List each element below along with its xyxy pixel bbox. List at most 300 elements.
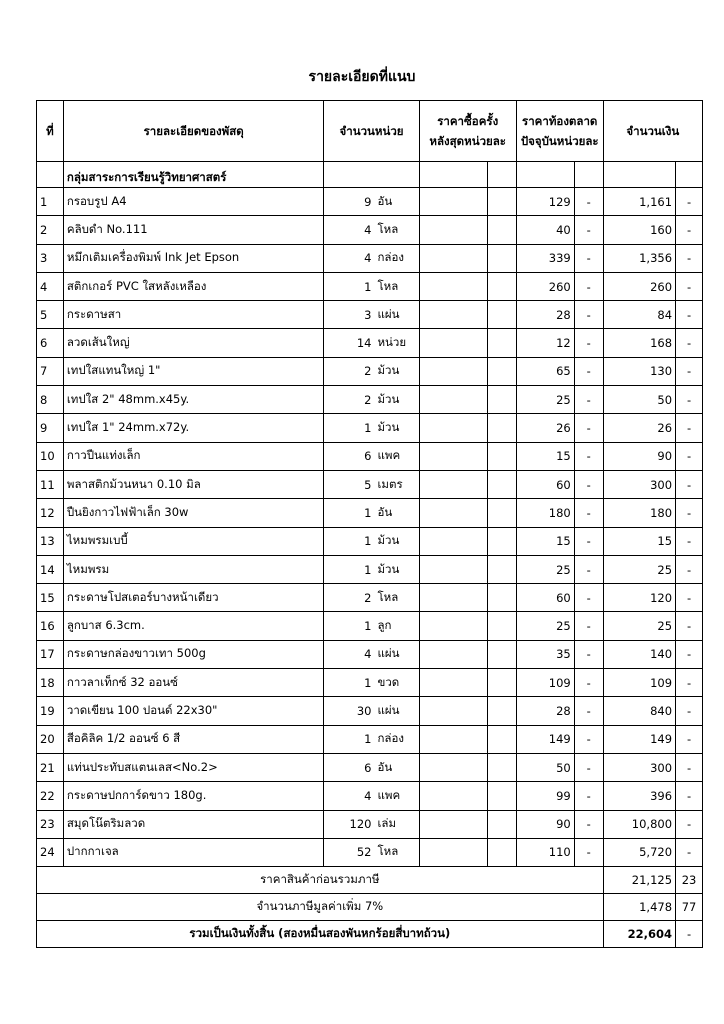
row-quantity — [324, 329, 419, 357]
row-no: 17 — [37, 640, 64, 668]
row-amount: 840 — [603, 697, 675, 725]
row-no: 18 — [37, 669, 64, 697]
row-market-price-satang: - — [574, 753, 603, 781]
row-description: กรอบรูป A4 — [63, 188, 324, 216]
row-description: ปากกาเจล — [63, 838, 324, 866]
table-row — [37, 216, 703, 244]
row-quantity — [324, 188, 419, 216]
row-quantity-number: 1 — [364, 619, 372, 634]
row-amount: 120 — [603, 584, 675, 612]
row-quantity-unit: กล่อง — [377, 731, 405, 746]
table-row — [37, 470, 703, 498]
row-description: เทปใส 1" 24mm.x72y. — [63, 414, 324, 442]
row-quantity-unit: แผ่น — [377, 646, 400, 661]
row-market-price: 99 — [516, 782, 574, 810]
group-empty-cell — [324, 162, 419, 188]
row-last-price — [419, 188, 487, 216]
table-row — [37, 272, 703, 300]
row-quantity — [324, 838, 419, 866]
row-market-price: 25 — [516, 612, 574, 640]
table-row — [37, 584, 703, 612]
row-quantity-number: 1 — [364, 675, 372, 690]
row-last-price — [419, 782, 487, 810]
row-last-price — [419, 725, 487, 753]
row-last-price-satang — [487, 442, 516, 470]
row-amount-satang: - — [676, 669, 703, 697]
row-no: 11 — [37, 470, 64, 498]
row-amount: 50 — [603, 386, 675, 414]
row-description: พลาสติกม้วนหนา 0.10 มิล — [63, 470, 324, 498]
row-last-price-satang — [487, 301, 516, 329]
group-empty-cell — [419, 162, 487, 188]
row-amount: 300 — [603, 470, 675, 498]
row-quantity — [324, 216, 419, 244]
row-quantity-number: 3 — [364, 307, 372, 322]
row-quantity-unit: โหล — [377, 589, 399, 604]
row-no: 10 — [37, 442, 64, 470]
row-quantity — [324, 244, 419, 272]
row-last-price-satang — [487, 725, 516, 753]
row-market-price-satang: - — [574, 357, 603, 385]
vat-amount: 1,478 — [603, 894, 675, 921]
row-quantity-unit: ม้วน — [377, 420, 400, 435]
row-market-price: 35 — [516, 640, 574, 668]
row-quantity-number: 1 — [364, 279, 372, 294]
header-last-price-line1: ราคาซื้อครั้ง — [437, 114, 499, 128]
header-description: รายละเอียดของพัสดุ — [63, 101, 324, 162]
row-last-price — [419, 669, 487, 697]
row-quantity-number: 4 — [364, 647, 372, 662]
row-description: วาดเขียน 100 ปอนด์ 22x30" — [63, 697, 324, 725]
row-amount: 300 — [603, 753, 675, 781]
row-quantity-number: 30 — [356, 703, 372, 718]
row-amount-satang: - — [676, 329, 703, 357]
grand-total-amount: 22,604 — [603, 921, 675, 948]
row-last-price-satang — [487, 499, 516, 527]
row-amount-satang: - — [676, 442, 703, 470]
table-row — [37, 414, 703, 442]
row-market-price: 339 — [516, 244, 574, 272]
row-last-price-satang — [487, 386, 516, 414]
row-quantity — [324, 782, 419, 810]
row-market-price-satang: - — [574, 527, 603, 555]
row-quantity-number: 4 — [364, 788, 372, 803]
row-no: 12 — [37, 499, 64, 527]
table-row — [37, 386, 703, 414]
row-quantity-number: 1 — [364, 534, 372, 549]
row-no: 3 — [37, 244, 64, 272]
row-amount: 5,720 — [603, 838, 675, 866]
row-quantity-unit: เมตร — [377, 476, 403, 491]
group-label: กลุ่มสาระการเรียนรู้วิทยาศาสตร์ — [63, 162, 324, 188]
row-last-price-satang — [487, 612, 516, 640]
row-last-price — [419, 555, 487, 583]
row-quantity-number: 52 — [356, 845, 372, 860]
row-market-price: 90 — [516, 810, 574, 838]
row-market-price-satang: - — [574, 810, 603, 838]
row-market-price-satang: - — [574, 442, 603, 470]
group-no-cell — [37, 162, 64, 188]
row-description: ปืนยิงกาวไฟฟ้าเล็ก 30w — [63, 499, 324, 527]
row-last-price — [419, 216, 487, 244]
row-last-price — [419, 329, 487, 357]
row-last-price-satang — [487, 329, 516, 357]
row-amount: 25 — [603, 612, 675, 640]
row-description: ลูกบาส 6.3cm. — [63, 612, 324, 640]
row-quantity-number: 14 — [356, 336, 372, 351]
row-last-price-satang — [487, 584, 516, 612]
row-last-price-satang — [487, 272, 516, 300]
row-quantity — [324, 584, 419, 612]
row-quantity-number: 1 — [364, 732, 372, 747]
row-quantity-unit: ม้วน — [377, 391, 400, 406]
row-last-price — [419, 470, 487, 498]
row-amount: 84 — [603, 301, 675, 329]
row-last-price-satang — [487, 414, 516, 442]
table-row — [37, 697, 703, 725]
row-quantity — [324, 414, 419, 442]
row-no: 21 — [37, 753, 64, 781]
row-last-price — [419, 357, 487, 385]
row-market-price-satang: - — [574, 216, 603, 244]
table-row — [37, 244, 703, 272]
row-last-price-satang — [487, 357, 516, 385]
row-last-price — [419, 386, 487, 414]
row-quantity-number: 2 — [364, 590, 372, 605]
row-quantity-number: 2 — [364, 392, 372, 407]
row-quantity — [324, 555, 419, 583]
grand-total-label: รวมเป็นเงินทั้งสิ้น (สองหมื่นสองพันหกร้อยสี่บาทถ้วน) — [37, 921, 604, 948]
row-description: กระดาษสา — [63, 301, 324, 329]
group-empty-cell — [516, 162, 574, 188]
row-amount-satang: - — [676, 272, 703, 300]
table-row — [37, 669, 703, 697]
row-amount: 10,800 — [603, 810, 675, 838]
row-quantity-unit: ขวด — [377, 674, 400, 689]
row-amount-satang: - — [676, 216, 703, 244]
row-no: 20 — [37, 725, 64, 753]
row-amount: 1,161 — [603, 188, 675, 216]
row-amount-satang: - — [676, 188, 703, 216]
row-last-price — [419, 640, 487, 668]
row-last-price-satang — [487, 188, 516, 216]
row-quantity — [324, 753, 419, 781]
row-quantity-number: 1 — [364, 421, 372, 436]
row-amount: 26 — [603, 414, 675, 442]
row-last-price-satang — [487, 810, 516, 838]
row-no: 22 — [37, 782, 64, 810]
row-quantity — [324, 301, 419, 329]
row-last-price — [419, 810, 487, 838]
row-amount: 180 — [603, 499, 675, 527]
row-last-price-satang — [487, 838, 516, 866]
row-quantity — [324, 527, 419, 555]
row-market-price-satang: - — [574, 272, 603, 300]
row-no: 15 — [37, 584, 64, 612]
row-description: คลิบดำ No.111 — [63, 216, 324, 244]
row-description: กระดาษปกการ์ดขาว 180g. — [63, 782, 324, 810]
row-quantity — [324, 612, 419, 640]
row-amount-satang: - — [676, 527, 703, 555]
row-description: เทปใส 2" 48mm.x45y. — [63, 386, 324, 414]
row-no: 5 — [37, 301, 64, 329]
row-amount: 260 — [603, 272, 675, 300]
row-no: 19 — [37, 697, 64, 725]
items-table — [36, 100, 703, 948]
row-market-price: 260 — [516, 272, 574, 300]
row-no: 6 — [37, 329, 64, 357]
row-last-price — [419, 244, 487, 272]
row-market-price: 40 — [516, 216, 574, 244]
row-market-price: 15 — [516, 442, 574, 470]
row-market-price-satang: - — [574, 414, 603, 442]
row-last-price — [419, 272, 487, 300]
row-amount-satang: - — [676, 244, 703, 272]
row-amount-satang: - — [676, 584, 703, 612]
row-quantity-number: 2 — [364, 364, 372, 379]
table-row — [37, 357, 703, 385]
row-market-price-satang: - — [574, 301, 603, 329]
row-market-price: 28 — [516, 301, 574, 329]
row-last-price — [419, 414, 487, 442]
row-no: 2 — [37, 216, 64, 244]
row-quantity-number: 9 — [364, 194, 372, 209]
row-description: กระดาษโปสเตอร์บางหน้าเดียว — [63, 584, 324, 612]
row-market-price-satang: - — [574, 584, 603, 612]
row-amount-satang: - — [676, 810, 703, 838]
row-quantity-unit: ม้วน — [377, 533, 400, 548]
row-last-price — [419, 612, 487, 640]
row-amount-satang: - — [676, 640, 703, 668]
row-no: 9 — [37, 414, 64, 442]
row-quantity-number: 4 — [364, 222, 372, 237]
row-amount-satang: - — [676, 414, 703, 442]
row-market-price-satang: - — [574, 838, 603, 866]
row-description: สติกเกอร์ PVC ใสหลังเหลือง — [63, 272, 324, 300]
row-quantity-unit: กล่อง — [377, 250, 405, 265]
row-quantity-unit: อัน — [377, 504, 393, 519]
row-quantity — [324, 669, 419, 697]
row-description: สีอคิลิค 1/2 ออนซ์ 6 สี — [63, 725, 324, 753]
row-amount-satang: - — [676, 612, 703, 640]
row-amount: 109 — [603, 669, 675, 697]
row-amount-satang: - — [676, 555, 703, 583]
row-market-price-satang: - — [574, 782, 603, 810]
row-market-price: 109 — [516, 669, 574, 697]
row-no: 13 — [37, 527, 64, 555]
row-amount: 160 — [603, 216, 675, 244]
subtotal-satang: 23 — [676, 867, 703, 894]
row-quantity — [324, 442, 419, 470]
row-last-price — [419, 753, 487, 781]
row-market-price-satang: - — [574, 386, 603, 414]
row-market-price: 12 — [516, 329, 574, 357]
row-quantity-unit: แผ่น — [377, 702, 400, 717]
row-market-price: 25 — [516, 555, 574, 583]
row-amount-satang: - — [676, 782, 703, 810]
row-market-price-satang: - — [574, 470, 603, 498]
grand-total-satang: - — [676, 921, 703, 948]
row-quantity-unit: ม้วน — [377, 561, 400, 576]
row-market-price: 26 — [516, 414, 574, 442]
row-description: ไหมพรม — [63, 555, 324, 583]
table-row — [37, 810, 703, 838]
row-market-price-satang: - — [574, 725, 603, 753]
row-no: 23 — [37, 810, 64, 838]
row-amount: 25 — [603, 555, 675, 583]
row-quantity-number: 6 — [364, 760, 372, 775]
row-quantity-unit: โหล — [377, 221, 399, 236]
row-quantity-number: 6 — [364, 449, 372, 464]
table-row — [37, 555, 703, 583]
row-quantity-unit: แผ่น — [377, 306, 400, 321]
table-row — [37, 725, 703, 753]
row-quantity — [324, 357, 419, 385]
header-amount: จำนวนเงิน — [603, 101, 702, 162]
row-last-price — [419, 838, 487, 866]
table-row — [37, 442, 703, 470]
row-description: ไหมพรมเบบี้ — [63, 527, 324, 555]
table-row — [37, 753, 703, 781]
row-description: หมึกเติมเครื่องพิมพ์ Ink Jet Epson — [63, 244, 324, 272]
row-market-price-satang: - — [574, 188, 603, 216]
row-last-price — [419, 527, 487, 555]
row-amount: 168 — [603, 329, 675, 357]
row-quantity-unit: ม้วน — [377, 363, 400, 378]
row-description: สมุดโน๊ตริมลวด — [63, 810, 324, 838]
row-market-price: 65 — [516, 357, 574, 385]
vat-satang: 77 — [676, 894, 703, 921]
row-quantity — [324, 640, 419, 668]
row-last-price-satang — [487, 640, 516, 668]
row-quantity-unit: ลูก — [377, 618, 392, 633]
row-amount-satang: - — [676, 301, 703, 329]
row-quantity-number: 5 — [364, 477, 372, 492]
row-description: ลวดเส้นใหญ่ — [63, 329, 324, 357]
row-quantity-number: 120 — [349, 817, 372, 832]
row-market-price: 180 — [516, 499, 574, 527]
group-empty-cell — [676, 162, 703, 188]
row-market-price-satang: - — [574, 329, 603, 357]
header-market-price — [516, 101, 603, 162]
row-quantity-number: 1 — [364, 562, 372, 577]
row-last-price — [419, 301, 487, 329]
row-amount-satang: - — [676, 499, 703, 527]
row-amount: 15 — [603, 527, 675, 555]
row-quantity-number: 4 — [364, 251, 372, 266]
group-empty-cell — [574, 162, 603, 188]
table-row — [37, 301, 703, 329]
row-market-price-satang: - — [574, 555, 603, 583]
row-market-price: 149 — [516, 725, 574, 753]
table-row — [37, 329, 703, 357]
table-row — [37, 188, 703, 216]
row-no: 16 — [37, 612, 64, 640]
row-market-price-satang: - — [574, 499, 603, 527]
row-quantity-unit: อัน — [377, 193, 393, 208]
row-last-price-satang — [487, 753, 516, 781]
group-empty-cell — [487, 162, 516, 188]
row-quantity-number: 1 — [364, 505, 372, 520]
row-description: กาวลาเท็กซ์ 32 ออนซ์ — [63, 669, 324, 697]
group-empty-cell — [603, 162, 675, 188]
row-amount: 140 — [603, 640, 675, 668]
row-market-price-satang: - — [574, 640, 603, 668]
row-amount-satang: - — [676, 386, 703, 414]
row-last-price-satang — [487, 669, 516, 697]
row-quantity — [324, 697, 419, 725]
row-last-price-satang — [487, 782, 516, 810]
subtotal-amount: 21,125 — [603, 867, 675, 894]
row-quantity — [324, 810, 419, 838]
row-no: 8 — [37, 386, 64, 414]
row-market-price-satang: - — [574, 697, 603, 725]
table-row — [37, 527, 703, 555]
row-description: กาวปืนแท่งเล็ก — [63, 442, 324, 470]
row-amount-satang: - — [676, 697, 703, 725]
header-market-price-line1: ราคาท้องตลาด — [522, 114, 598, 128]
row-market-price: 60 — [516, 470, 574, 498]
row-last-price — [419, 499, 487, 527]
row-market-price-satang: - — [574, 244, 603, 272]
row-amount: 396 — [603, 782, 675, 810]
row-quantity — [324, 725, 419, 753]
row-last-price-satang — [487, 244, 516, 272]
row-market-price: 110 — [516, 838, 574, 866]
row-last-price-satang — [487, 470, 516, 498]
row-quantity-unit: อัน — [377, 759, 393, 774]
row-no: 1 — [37, 188, 64, 216]
row-quantity-unit: แพค — [377, 448, 401, 463]
row-amount-satang: - — [676, 725, 703, 753]
row-no: 4 — [37, 272, 64, 300]
subtotal-label: ราคาสินค้าก่อนรวมภาษี — [37, 867, 604, 894]
row-description: แท่นประทับสแตนเลส<No.2> — [63, 753, 324, 781]
row-quantity-unit: โหล — [377, 278, 399, 293]
row-amount: 90 — [603, 442, 675, 470]
row-market-price: 25 — [516, 386, 574, 414]
row-last-price-satang — [487, 527, 516, 555]
table-row — [37, 838, 703, 866]
row-amount-satang: - — [676, 470, 703, 498]
row-amount: 1,356 — [603, 244, 675, 272]
row-last-price — [419, 697, 487, 725]
row-market-price: 28 — [516, 697, 574, 725]
vat-label: จำนวนภาษีมูลค่าเพิ่ม 7% — [37, 894, 604, 921]
row-no: 24 — [37, 838, 64, 866]
row-last-price-satang — [487, 697, 516, 725]
row-amount-satang: - — [676, 753, 703, 781]
header-market-price-line2: ปัจจุบันหน่วยละ — [520, 134, 599, 148]
row-no: 14 — [37, 555, 64, 583]
table-row — [37, 499, 703, 527]
row-market-price-satang: - — [574, 612, 603, 640]
header-last-price — [419, 101, 516, 162]
row-quantity — [324, 499, 419, 527]
row-market-price: 50 — [516, 753, 574, 781]
row-amount: 149 — [603, 725, 675, 753]
row-quantity — [324, 470, 419, 498]
row-quantity-unit: โหล — [377, 844, 399, 859]
row-description: เทปใสแทนใหญ่ 1" — [63, 357, 324, 385]
row-last-price — [419, 584, 487, 612]
row-last-price — [419, 442, 487, 470]
row-quantity — [324, 272, 419, 300]
row-last-price-satang — [487, 555, 516, 583]
row-market-price: 129 — [516, 188, 574, 216]
table-row — [37, 782, 703, 810]
row-last-price-satang — [487, 216, 516, 244]
